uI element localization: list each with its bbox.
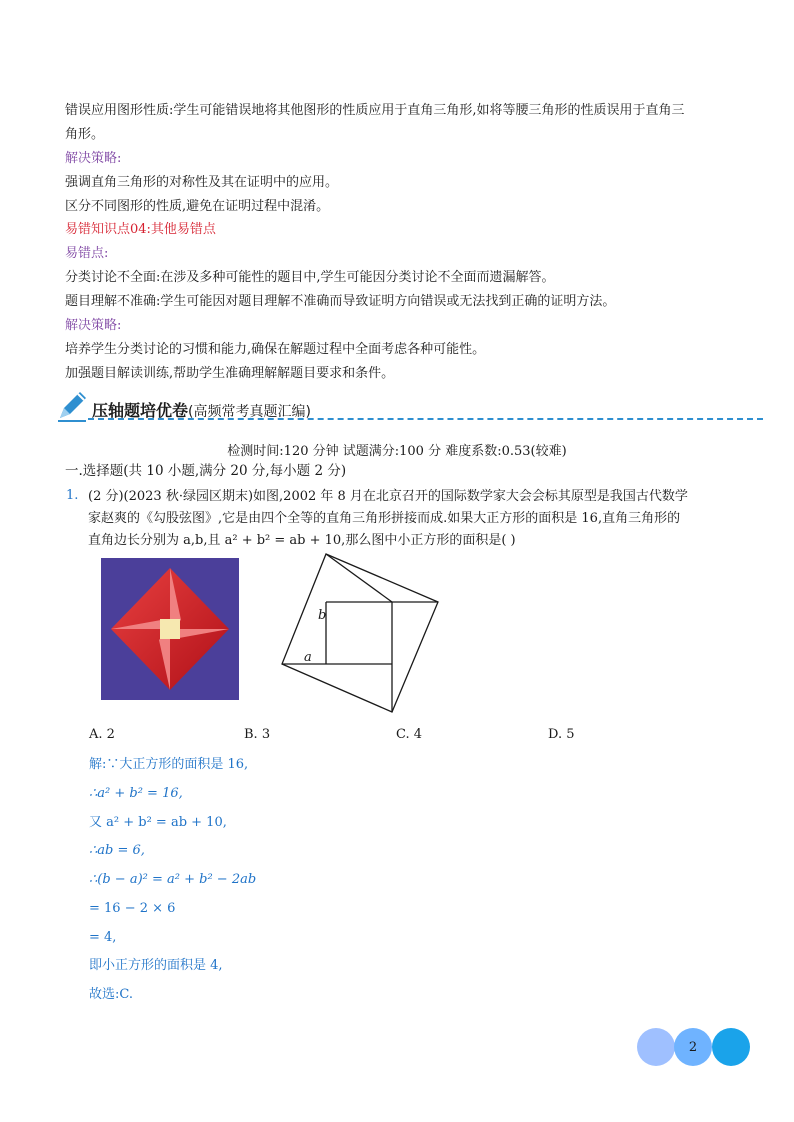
chord-diagram-figure <box>278 552 444 718</box>
question-number: 1. <box>66 488 79 503</box>
banner-title-text: 压轴题培优卷 <box>92 401 189 420</box>
label-b: b <box>318 608 327 623</box>
error-item-1: 分类讨论不全面:在涉及多种可能性的题目中,学生可能因分类讨论不全面而遗漏解答。 <box>65 270 555 285</box>
exam-info: 检测时间:120 分钟 试题满分:100 分 难度系数:0.53(较难) <box>227 444 567 459</box>
strategy-heading-2: 解决策略: <box>65 318 122 333</box>
choice-d[interactable]: D. 5 <box>548 727 575 742</box>
intro-line-1: 错误应用图形性质:学生可能错误地将其他图形的性质应用于直角三角形,如将等腰三角形的性质误用于直角三 <box>65 103 685 118</box>
label-a: a <box>304 650 312 665</box>
solution-line-9: 故选:C. <box>89 987 133 1002</box>
solution-line-4: ∴ab = 6, <box>89 843 145 858</box>
strategy-item-4: 加强题目解读训练,帮助学生准确理解解题目要求和条件。 <box>65 366 395 381</box>
solution-line-7: = 4, <box>89 930 117 945</box>
question-line-3: 直角边长分别为 a,b,且 a² + b² = ab + 10,那么图中小正方形的面积是( ) <box>88 533 516 548</box>
solution-line-8: 即小正方形的面积是 4, <box>89 958 223 973</box>
congress-logo-image <box>101 558 239 700</box>
pencil-icon <box>56 388 90 422</box>
solution-line-6: = 16 − 2 × 6 <box>89 901 176 916</box>
question-line-2: 家赵爽的《勾股弦图》,它是由四个全等的直角三角形拼接而成.如果大正方形的面积是 16,直角三角形的 <box>88 511 681 526</box>
error-heading: 易错点: <box>65 246 109 261</box>
section-title: 一.选择题(共 10 小题,满分 20 分,每小题 2 分) <box>65 463 347 479</box>
strategy-item-1: 强调直角三角形的对称性及其在证明中的应用。 <box>65 175 339 190</box>
strategy-heading-1: 解决策略: <box>65 151 122 166</box>
banner-divider <box>88 418 763 420</box>
solution-line-1: 解:∵大正方形的面积是 16, <box>89 757 249 772</box>
page-badge-right <box>712 1028 750 1066</box>
page-badge-left <box>637 1028 675 1066</box>
choice-b[interactable]: B. 3 <box>244 727 271 742</box>
choice-c[interactable]: C. 4 <box>396 727 423 742</box>
page-number: 2 <box>674 1028 712 1066</box>
intro-line-1b: 角形。 <box>65 127 105 142</box>
solution-line-3: 又 a² + b² = ab + 10, <box>89 815 227 830</box>
banner-subtitle: (高频常考真题汇编) <box>188 404 311 420</box>
strategy-item-3: 培养学生分类讨论的习惯和能力,确保在解题过程中全面考虑各种可能性。 <box>65 342 486 357</box>
choice-a[interactable]: A. 2 <box>89 727 115 742</box>
knowledge-point-title: 易错知识点04:其他易错点 <box>65 222 216 237</box>
strategy-item-2: 区分不同图形的性质,避免在证明过程中混淆。 <box>65 199 330 214</box>
error-item-2: 题目理解不准确:学生可能因对题目理解不准确而导致证明方向错误或无法找到正确的证明方法。 <box>65 294 616 309</box>
solution-line-5: ∴(b − a)² = a² + b² − 2ab <box>89 872 257 887</box>
solution-line-2: ∴a² + b² = 16, <box>89 786 183 801</box>
question-line-1: (2 分)(2023 秋·绿园区期末)如图,2002 年 8 月在北京召开的国际数学家大会会标其原型是我国古代数学 <box>88 489 688 504</box>
